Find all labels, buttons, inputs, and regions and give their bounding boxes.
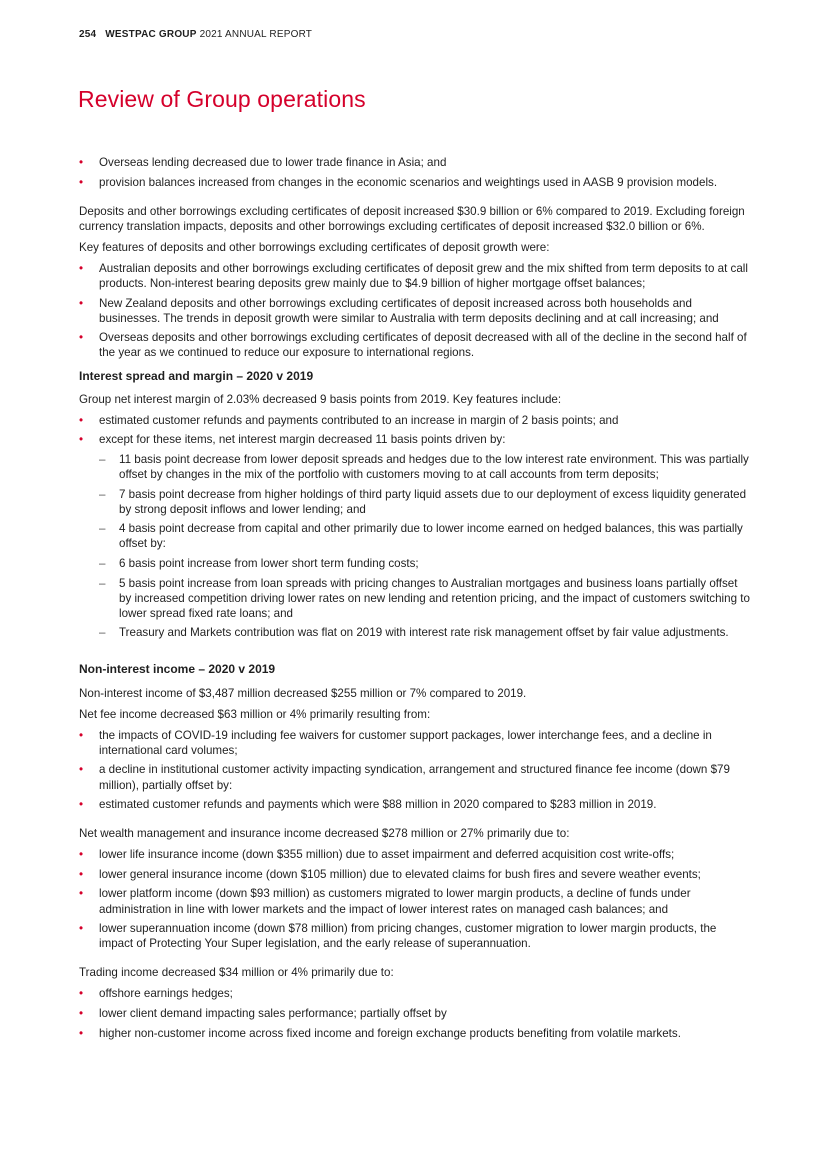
list-item: • provision balances increased from changes in the economic scenarios and weightings used in AASB 9 provision models.: [79, 175, 751, 190]
running-header: [79, 29, 312, 40]
body-content: [79, 155, 751, 1047]
deposits-paragraph: Deposits and other borrowings excluding certificates of deposit increased $30.9 billion or 6% compared to 2019. Excluding foreign currency translation impacts, deposits and other borrowings excluding certificates of deposit increased $32.0 billion or 6%.: [79, 204, 745, 233]
list-item: • estimated customer refunds and payments contributed to an increase in margin of 2 basis points; and: [79, 413, 751, 428]
sub-list-item: – 7 basis point decrease from higher holdings of third party liquid assets due to our deployment of excess liquidity generated by strong deposit inflows and lower lending; and: [79, 487, 751, 517]
fee-bullets: [79, 728, 751, 812]
list-item: • lower platform income (down $93 million) as customers migrated to lower margin products, a decline of funds under administration in line with lower markets and the impact of lower interest rates on managed cash balances; and: [79, 886, 751, 916]
list-item: • lower life insurance income (down $355 million) due to asset impairment and deferred acquisition cost write-offs;: [79, 847, 751, 862]
list-item: • lower superannuation income (down $78 million) from pricing changes, customer migration to lower margin products, the impact of Protecting Your Super legislation, and the early release of superannuation.: [79, 921, 751, 951]
list-item: • estimated customer refunds and payments which were $88 million in 2020 compared to $283 million in 2019.: [79, 797, 751, 812]
report-name: 2021 ANNUAL REPORT: [199, 29, 313, 40]
list-item: • higher non-customer income across fixed income and foreign exchange products benefiting from volatile markets.: [79, 1026, 751, 1041]
sub-list-item: – Treasury and Markets contribution was flat on 2019 with interest rate risk management offset by fair value adjustments.: [79, 625, 751, 640]
list-item: • except for these items, net interest margin decreased 11 basis points driven by:: [79, 432, 751, 447]
list-item: • lower general insurance income (down $105 million) due to elevated claims for bush fires and severe weather events;: [79, 867, 751, 882]
deposits-features-intro: Key features of deposits and other borrowings excluding certificates of deposit growth were:: [79, 240, 550, 254]
list-item: • the impacts of COVID-19 including fee waivers for customer support packages, lower interchange fees, and a decline in international card volumes;: [79, 728, 751, 758]
sub-list-item: – 4 basis point decrease from capital and other primarily due to lower income earned on hedged balances, this was partially offset by:: [79, 521, 751, 551]
sub-list-item: – 11 basis point decrease from lower deposit spreads and hedges due to the low interest rate environment. This was partially offset by changes in the mix of the portfolio with customers moving to at call accounts from term deposits;: [79, 452, 751, 482]
wealth-intro: Net wealth management and insurance income decreased $278 million or 27% primarily due to:: [79, 827, 570, 841]
fee-intro: Net fee income decreased $63 million or 4% primarily resulting from:: [79, 707, 431, 721]
deposits-bullets: [79, 261, 751, 361]
wealth-bullets: [79, 847, 751, 951]
page-title: Review of Group operations: [78, 86, 366, 112]
sub-list-item: – 5 basis point increase from loan spreads with pricing changes to Australian mortgages and business loans partially offset by increased competition driving lower rates on new lending and retention pricing, and the impact of customers switching to lower spread fixed rate loans; and: [79, 576, 751, 621]
page-number: 254: [79, 29, 97, 40]
list-item: • Australian deposits and other borrowings excluding certificates of deposit grew and the mix shifted from term deposits to at call products. Non-interest bearing deposits grew mainly due to $4.9 billion of higher mortgage offset balances;: [79, 261, 751, 291]
interest-intro: Group net interest margin of 2.03% decreased 9 basis points from 2019. Key features include:: [79, 392, 562, 406]
list-item: • a decline in institutional customer activity impacting syndication, arrangement and structured finance fee income (down $79 million), partially offset by:: [79, 762, 751, 792]
non-interest-intro: Non-interest income of $3,487 million decreased $255 million or 7% compared to 2019.: [79, 686, 527, 700]
trading-bullets: [79, 986, 751, 1040]
section-heading-non-interest: Non-interest income – 2020 v 2019: [79, 662, 276, 677]
trading-intro: Trading income decreased $34 million or 4% primarily due to:: [79, 966, 394, 980]
list-item: • Overseas lending decreased due to lower trade finance in Asia; and: [79, 155, 751, 170]
list-item: • New Zealand deposits and other borrowings excluding certificates of deposit increased across both households and businesses. The trends in deposit growth were similar to Australia with term deposits declining and at call increasing; and: [79, 296, 751, 326]
list-item: • Overseas deposits and other borrowings excluding certificates of deposit decreased with all of the decline in the second half of the year as we continued to reduce our exposure to international regions.: [79, 330, 751, 360]
org-name: WESTPAC GROUP: [105, 29, 197, 40]
list-item: • offshore earnings hedges;: [79, 986, 751, 1001]
lending-bullets: [79, 155, 751, 190]
interest-bullets: [79, 413, 751, 641]
section-heading-interest: Interest spread and margin – 2020 v 2019: [79, 368, 314, 383]
sub-list-item: – 6 basis point increase from lower short term funding costs;: [79, 556, 751, 571]
list-item: • lower client demand impacting sales performance; partially offset by: [79, 1006, 751, 1021]
